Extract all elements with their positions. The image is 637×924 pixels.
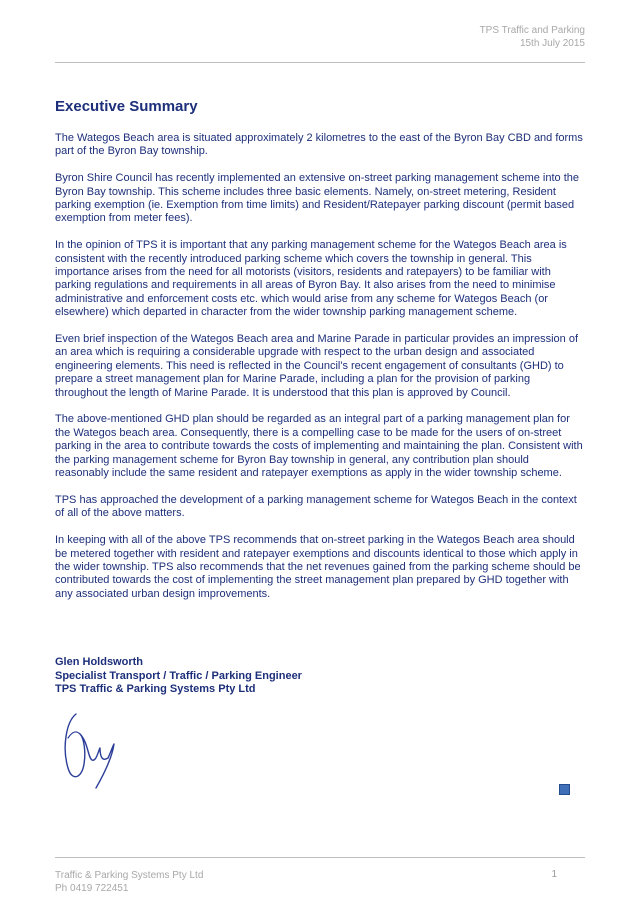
footer-company: Traffic & Parking Systems Pty Ltd (55, 870, 204, 881)
signatory-role: Specialist Transport / Traffic / Parking Engineer (55, 669, 302, 682)
header-date: 15th July 2015 (519, 38, 585, 49)
handwritten-signature (58, 708, 128, 794)
header-divider (55, 62, 585, 63)
page-header (480, 24, 585, 50)
section-title: Executive Summary (55, 98, 198, 115)
paragraph: In the opinion of TPS it is important that any parking management scheme for the Wategos Beach area is consistent with the recently introduced parking scheme which covers the township in general. This importance arises from the need for all motorists (visitors, residents and ratepayers) to be familiar with parking regulations and requirements in all areas of Byron Bay. It also arises from the need to minimise administrative and enforcement costs etc. which would arise from any scheme for Wategos Beach (or elsewhere) which departed in character from the wider township parking management scheme. (55, 239, 567, 319)
paragraph: Even brief inspection of the Wategos Beach area and Marine Parade in particular provides an impression of an area which is requiring a considerable upgrade with respect to the urban design and associated engineering elements. This need is reflected in the Council's recent engagement of consultants (GHD) to prepare a street management plan for Marine Parade, including a plan for the provision of parking throughout the length of Marine Parade. It is understood that this plan is approved by Council. (55, 333, 578, 399)
paragraph: The above-mentioned GHD plan should be regarded as an integral part of a parking management plan for the Wategos beach area. Consequently, there is a compelling case to be made for the users of on-street parking in the area to contribute towards the costs of implementing and maintaining the plan. Consistent with the parking management scheme for Byron Bay township in general, any contribution plan should reasonably include the same resident and ratepayer exemptions as apply in the wider township scheme. (55, 413, 583, 480)
page-marker-square (559, 784, 570, 795)
paragraph: The Wategos Beach area is situated approximately 2 kilometres to the east of the Byron Bay CBD and forms part of the Byron Bay township. (55, 132, 583, 158)
page-footer (55, 869, 203, 895)
signatory-company: TPS Traffic & Parking Systems Pty Ltd (55, 683, 256, 695)
paragraph: TPS has approached the development of a parking management scheme for Wategos Beach in the context of all of the above matters. (55, 493, 577, 520)
signature-block (55, 656, 302, 697)
paragraph: In keeping with all of the above TPS recommends that on-street parking in the Wategos Beach area should be metered together with resident and ratepayer exemptions and discounts identical to those which apply in the wider township. TPS also recommends that the net revenues gained from the parking scheme should be contributed towards the cost of implementing the street management plan prepared by GHD together with any associated urban design improvements. (55, 534, 581, 600)
document-body (55, 132, 585, 615)
footer-phone: Ph 0419 722451 (55, 883, 129, 894)
signatory-name: Glen Holdsworth (55, 656, 143, 668)
header-company: TPS Traffic and Parking (479, 25, 585, 36)
paragraph: Byron Shire Council has recently implemented an extensive on-street parking management scheme into the Byron Bay township. This scheme includes three basic elements. Namely, on-street metering, Resident parking exemption (ie. Exemption from time limits) and Resident/Ratepayer parking discount (permit based exemption from meter fees). (55, 172, 579, 225)
page-number: 1 (551, 869, 557, 880)
footer-divider (55, 857, 585, 858)
